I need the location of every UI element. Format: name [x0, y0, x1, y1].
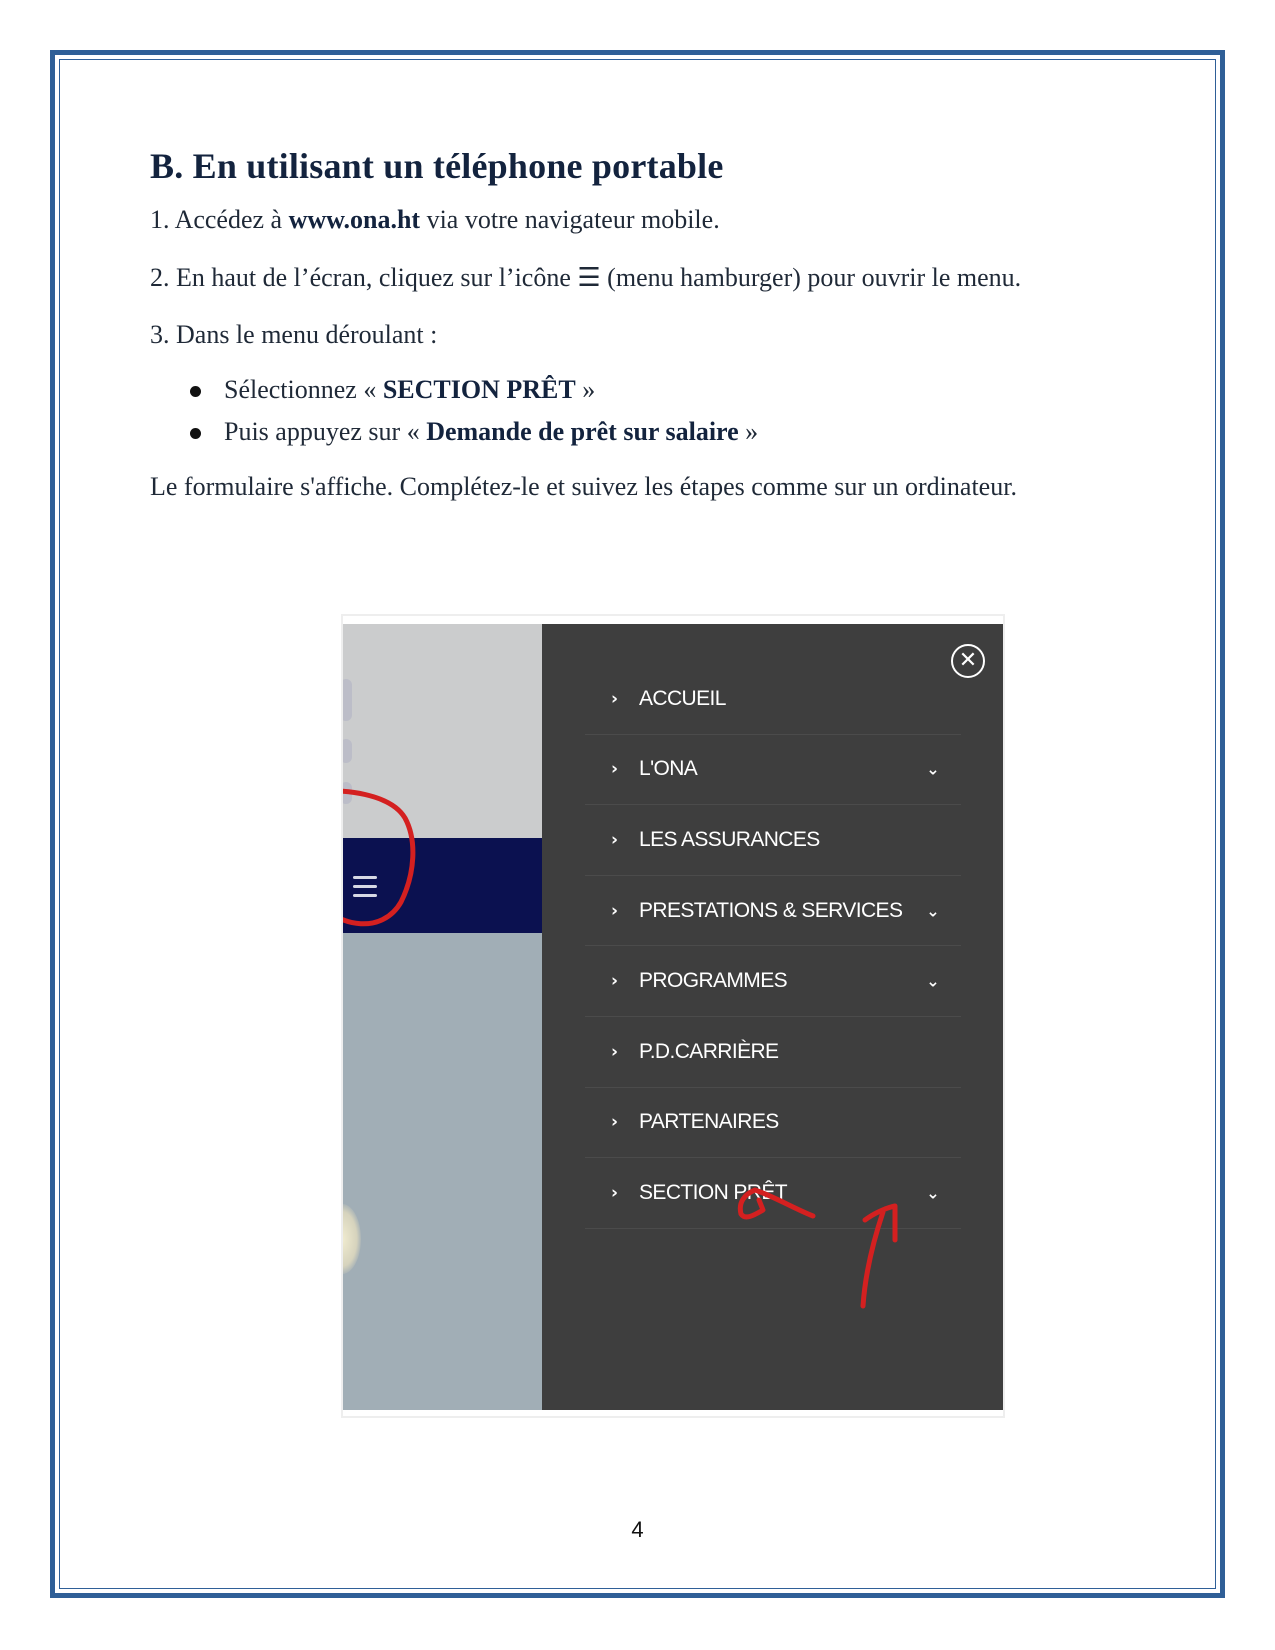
step-1 — [150, 199, 1140, 240]
page-number: 4 — [631, 1517, 644, 1542]
bullet-item — [224, 411, 1140, 453]
menu-item-l-ona[interactable] — [585, 735, 961, 806]
step-2: 2. En haut de l’écran, cliquez sur l’icône ☰ (menu hamburger) pour ouvrir le menu. — [150, 263, 1022, 292]
bullet-2-prefix: Puis appuyez sur « — [224, 417, 427, 446]
section-heading: B. En utilisant un téléphone portable — [150, 146, 724, 186]
menu-item-label: ACCUEIL — [639, 686, 726, 710]
site-background-panel — [343, 624, 542, 1410]
menu-item-programmes[interactable] — [585, 946, 961, 1017]
chevron-down-icon[interactable]: ⌄ — [926, 759, 939, 779]
chevron-right-icon: › — [611, 971, 618, 992]
menu-item-label: P.D.CARRIÈRE — [639, 1039, 779, 1063]
chevron-right-icon: › — [611, 759, 618, 780]
menu-item-label: PARTENAIRES — [639, 1110, 779, 1134]
chevron-down-icon[interactable]: ⌄ — [926, 1183, 939, 1203]
menu-item-accueil[interactable] — [585, 664, 961, 735]
menu-item-label: PROGRAMMES — [639, 969, 788, 993]
step-1-suffix: via votre navigateur mobile. — [420, 205, 720, 234]
bullet-item — [224, 369, 1140, 411]
chevron-down-icon[interactable]: ⌄ — [926, 901, 939, 921]
bullet-2-bold: Demande de prêt sur salaire — [426, 417, 739, 446]
closing-text: Le formulaire s'affiche. Complétez-le et suivez les étapes comme sur un ordinateur. — [150, 472, 1017, 501]
menu-item-section-pr-t[interactable] — [585, 1158, 961, 1229]
chevron-right-icon: › — [611, 1041, 618, 1062]
mobile-menu-screenshot — [343, 616, 1003, 1416]
menu-list — [585, 664, 961, 1229]
step-3: 3. Dans le menu déroulant : — [150, 320, 438, 349]
mobile-nav-menu — [542, 624, 1003, 1410]
chevron-right-icon: › — [611, 900, 618, 921]
menu-item-partenaires[interactable] — [585, 1088, 961, 1159]
menu-item-label: SECTION PRÊT — [639, 1180, 787, 1204]
document-content — [150, 145, 1140, 507]
menu-item-p-d-carri-re[interactable] — [585, 1017, 961, 1088]
bullet-list — [150, 369, 1140, 453]
menu-item-label: LES ASSURANCES — [639, 827, 820, 851]
logo-fragment — [343, 739, 352, 763]
logo-fragment — [343, 679, 352, 721]
menu-item-les-assurances[interactable] — [585, 805, 961, 876]
chevron-right-icon: › — [611, 1182, 618, 1203]
chevron-right-icon: › — [611, 1112, 618, 1133]
chevron-right-icon: › — [611, 829, 618, 850]
bullet-1-prefix: Sélectionnez « — [224, 375, 383, 404]
step-1-prefix: 1. Accédez à — [150, 205, 289, 234]
menu-item-label: L'ONA — [639, 757, 698, 781]
site-header-area — [343, 624, 542, 838]
menu-item-label: PRESTATIONS & SERVICES — [639, 898, 903, 922]
chevron-down-icon[interactable]: ⌄ — [926, 971, 939, 991]
chevron-right-icon: › — [611, 688, 618, 709]
close-icon[interactable]: ✕ — [951, 644, 985, 678]
ona-url: www.ona.ht — [288, 205, 421, 234]
bullet-1-suffix: » — [575, 375, 596, 404]
bullet-1-bold: SECTION PRÊT — [382, 375, 576, 404]
menu-item-prestations-services[interactable] — [585, 876, 961, 947]
background-image-fragment — [343, 1204, 361, 1274]
bullet-2-suffix: » — [738, 417, 759, 446]
logo-fragment — [343, 782, 352, 804]
hamburger-menu-icon[interactable] — [353, 876, 377, 898]
site-navbar — [343, 838, 542, 933]
